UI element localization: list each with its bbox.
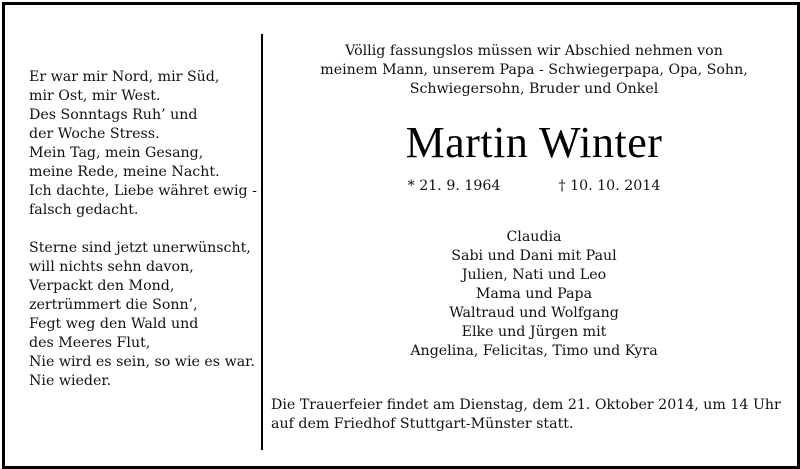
intro-line: meinem Mann, unserem Papa - Schwiegerpapa, Opa, Sohn, bbox=[320, 62, 748, 78]
intro-text bbox=[271, 42, 797, 99]
poem-line: Verpackt den Mond, bbox=[29, 278, 175, 294]
mourner-line: Julien, Nati und Leo bbox=[461, 267, 607, 283]
poem-line: Ich dachte, Liebe währet ewig - bbox=[29, 183, 257, 199]
poem-line: der Woche Stress. bbox=[29, 126, 160, 142]
death-date: † 10. 10. 2014 bbox=[558, 178, 661, 194]
mourner-line: Angelina, Felicitas, Timo und Kyra bbox=[410, 343, 658, 359]
intro-line: Völlig fassungslos müssen wir Abschied nehmen von bbox=[345, 43, 723, 59]
poem-line: Des Sonntags Ruh’ und bbox=[29, 107, 198, 123]
funeral-line: Die Trauerfeier findet am Dienstag, dem 21. Oktober 2014, um 14 Uhr bbox=[271, 397, 781, 413]
mourner-line: Sabi und Dani mit Paul bbox=[451, 248, 617, 264]
poem-line: Er war mir Nord, mir Süd, bbox=[29, 69, 220, 85]
deceased-name: Martin Winter bbox=[405, 118, 663, 167]
mourners-list bbox=[271, 228, 797, 361]
poem-line: Mein Tag, mein Gesang, bbox=[29, 145, 204, 161]
poem-line: Sterne sind jetzt unerwünscht, bbox=[29, 240, 251, 256]
mourner-line: Mama und Papa bbox=[475, 286, 593, 302]
poem-line: Nie wird es sein, so wie es war. bbox=[29, 354, 255, 370]
funeral-line: auf dem Friedhof Stuttgart-Münster statt. bbox=[271, 416, 574, 432]
poem-line: des Meeres Flut, bbox=[29, 335, 151, 351]
obituary-notice bbox=[2, 2, 800, 469]
poem bbox=[29, 68, 264, 410]
poem-stanza-2 bbox=[29, 239, 264, 391]
birth-date: * 21. 9. 1964 bbox=[407, 178, 501, 194]
poem-line: mir Ost, mir West. bbox=[29, 88, 161, 104]
poem-line: will nichts sehn davon, bbox=[29, 259, 194, 275]
poem-stanza-1 bbox=[29, 68, 264, 220]
life-dates bbox=[271, 177, 797, 196]
mourner-line: Elke und Jürgen mit bbox=[461, 324, 607, 340]
funeral-info bbox=[271, 396, 791, 434]
poem-line: Nie wieder. bbox=[29, 373, 112, 389]
poem-line: Fegt weg den Wald und bbox=[29, 316, 199, 332]
intro-line: Schwiegersohn, Bruder und Onkel bbox=[409, 81, 659, 97]
poem-line: falsch gedacht. bbox=[29, 202, 139, 218]
poem-line: zertrümmert die Sonn’, bbox=[29, 297, 198, 313]
vertical-divider bbox=[261, 34, 263, 450]
mourner-line: Claudia bbox=[506, 229, 562, 245]
mourner-line: Waltraud und Wolfgang bbox=[449, 305, 619, 321]
poem-line: meine Rede, meine Nacht. bbox=[29, 164, 220, 180]
